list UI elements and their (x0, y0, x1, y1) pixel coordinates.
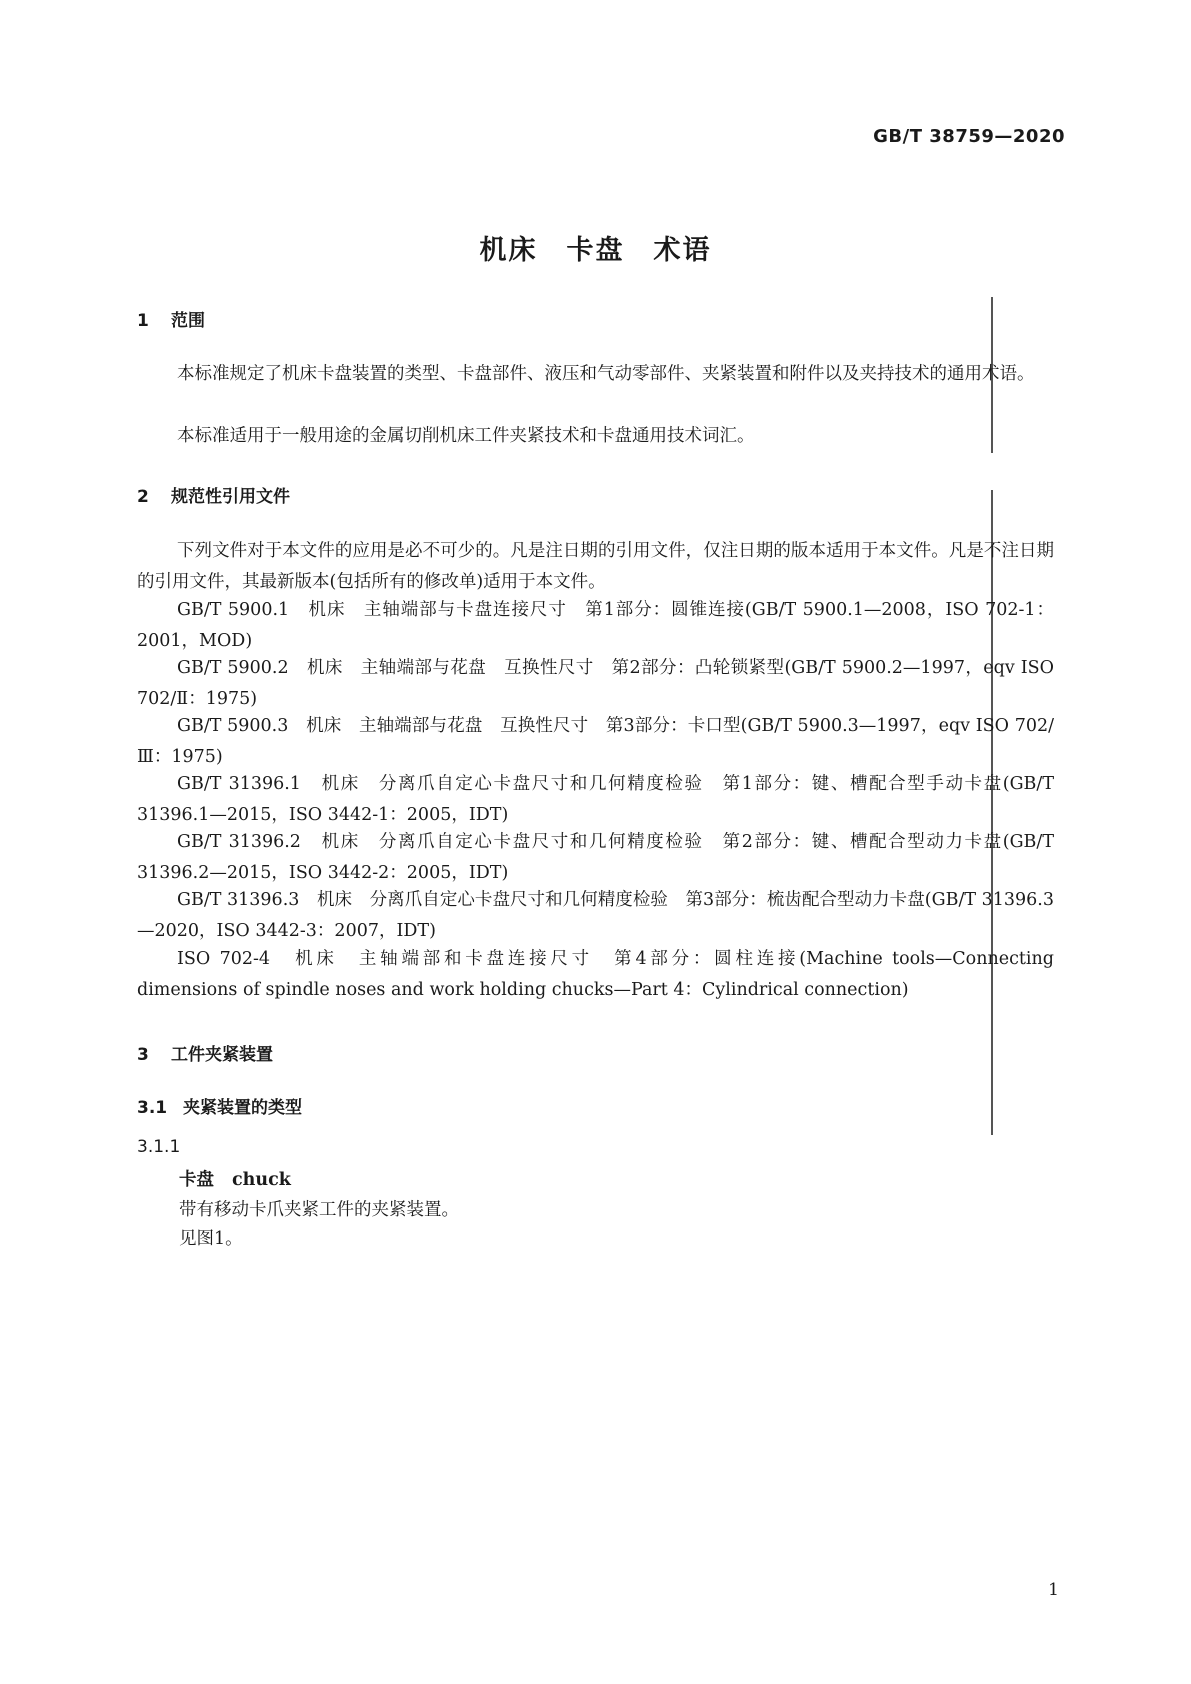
section-title: 范围 (171, 311, 205, 331)
reference-item: GB/T 31396.3 机床 分离爪自定心卡盘尺寸和几何精度检验 第3部分：梳齿配合型动力卡盘(GB/T 31396.3—2020，ISO 3442-3：2007，IDT) (137, 890, 1054, 941)
section-3-heading (137, 1040, 273, 1065)
section-1-paragraph: 本标准适用于一般用途的金属切削机床工件夹紧技术和卡盘通用技术词汇。 (177, 426, 755, 446)
reference-item: GB/T 5900.1 机床 主轴端部与卡盘连接尺寸 第1部分：圆锥连接(GB/T 5900.1—2008，ISO 702-1：2001，MOD) (137, 600, 1054, 651)
term-name-en: chuck (232, 1170, 291, 1190)
term-number: 3.1.1 (137, 1137, 181, 1157)
page-number: 1 (1048, 1580, 1059, 1600)
reference-item: GB/T 5900.3 机床 主轴端部与花盘 互换性尺寸 第3部分：卡口型(GB/T 5900.3—1997，eqv ISO 702/Ⅲ：1975) (137, 716, 1054, 767)
section-2-heading (137, 482, 290, 507)
section-number: 3.1 (137, 1098, 168, 1118)
reference-item: GB/T 31396.1 机床 分离爪自定心卡盘尺寸和几何精度检验 第1部分：键、槽配合型手动卡盘(GB/T 31396.1—2015，ISO 3442-1：2005，IDT) (137, 774, 1054, 825)
section-title: 工件夹紧装置 (171, 1045, 273, 1065)
standard-code: GB/T 38759—2020 (873, 126, 1065, 147)
section-1-paragraph: 本标准规定了机床卡盘装置的类型、卡盘部件、液压和气动零部件、夹紧装置和附件以及夹持技术的通用术语。 (177, 364, 1035, 384)
term-note: 见图1。 (179, 1229, 243, 1249)
section-number: 3 (137, 1045, 149, 1065)
reference-item: ISO 702-4 机床 主轴端部和卡盘连接尺寸 第4部分：圆柱连接(Machine tools—Connecting dimensions of spindle noses and work holding chucks—Part 4：Cylindrical connection) (137, 949, 1054, 1000)
reference-item: GB/T 31396.2 机床 分离爪自定心卡盘尺寸和几何精度检验 第2部分：键、槽配合型动力卡盘(GB/T 31396.2—2015，ISO 3442-2：2005，IDT) (137, 832, 1054, 883)
reference-item: GB/T 5900.2 机床 主轴端部与花盘 互换性尺寸 第2部分：凸轮锁紧型(GB/T 5900.2—1997，eqv ISO 702/Ⅱ：1975) (137, 658, 1054, 709)
section-title: 夹紧装置的类型 (183, 1098, 302, 1118)
section-number: 1 (137, 311, 149, 331)
section-2-intro: 下列文件对于本文件的应用是必不可少的。凡是注日期的引用文件，仅注日期的版本适用于本文件。凡是不注日期的引用文件，其最新版本(包括所有的修改单)适用于本文件。 (137, 541, 1054, 592)
term-heading (179, 1166, 291, 1191)
section-1-heading (137, 306, 205, 331)
section-number: 2 (137, 487, 149, 507)
term-name-cn: 卡盘 (179, 1170, 214, 1190)
term-definition: 带有移动卡爪夹紧工件的夹紧装置。 (179, 1200, 459, 1220)
section-3-1-heading (137, 1093, 302, 1118)
section-title: 规范性引用文件 (171, 487, 290, 507)
document-title: 机床 卡盘 术语 (479, 235, 712, 266)
